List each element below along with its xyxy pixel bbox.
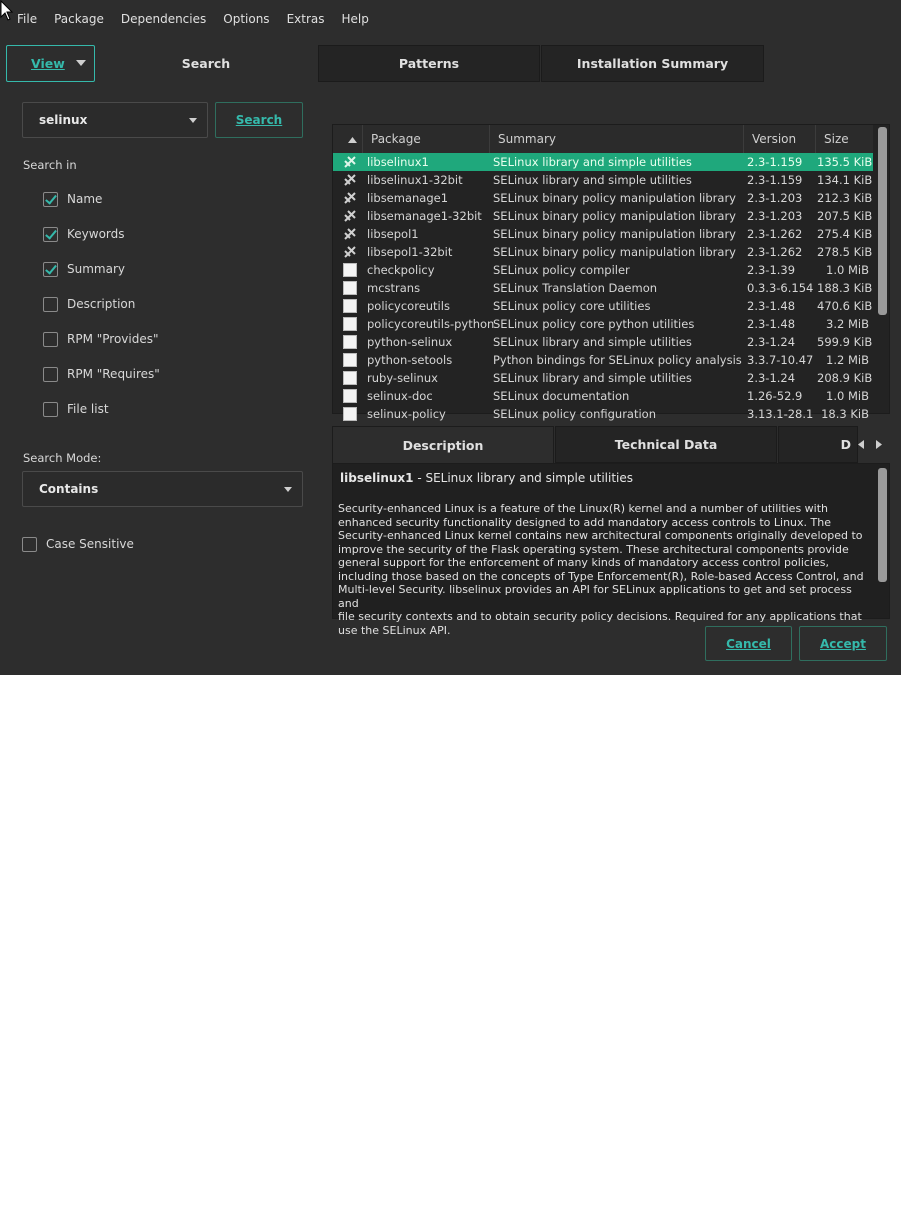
- cell-summary: SELinux binary policy manipulation library: [493, 191, 736, 205]
- cell-version: 3.3.7-10.47: [747, 353, 814, 367]
- description-summary: - SELinux library and simple utilities: [413, 471, 634, 485]
- description-line: Security-enhanced Linux is a feature of the Linux(R) kernel and a number of utilities with: [338, 502, 829, 515]
- cell-summary: SELinux binary policy manipulation library: [493, 245, 736, 259]
- description-line: including those based on the concepts of Type Enforcement(R), Role-based Access Control, and: [338, 569, 864, 583]
- cell-summary: SELinux policy compiler: [493, 263, 630, 277]
- not-installed-status-icon[interactable]: [343, 389, 357, 403]
- cell-package: python-setools: [367, 353, 453, 367]
- column-header-version[interactable]: Version: [744, 125, 816, 153]
- accept-button-label: Accept: [820, 636, 866, 651]
- search-option-label: File list: [67, 402, 109, 416]
- search-in-label: Search in: [23, 158, 77, 172]
- table-row[interactable]: [333, 261, 873, 279]
- checkbox-box[interactable]: [43, 297, 58, 312]
- table-row[interactable]: [333, 369, 873, 387]
- menu-dependencies[interactable]: Dependencies: [120, 12, 207, 26]
- case-sensitive-label: Case Sensitive: [46, 537, 134, 551]
- table-row[interactable]: [333, 189, 873, 207]
- table-row[interactable]: [333, 279, 873, 297]
- cell-version: 2.3-1.24: [747, 335, 796, 349]
- checkbox-box[interactable]: [43, 332, 58, 347]
- description-line: use the SELinux API.: [338, 623, 451, 637]
- installed-status-icon[interactable]: [343, 191, 357, 205]
- not-installed-status-icon[interactable]: [343, 317, 357, 331]
- cell-version: 2.3-1.262: [747, 245, 803, 259]
- search-mode-value: Contains: [39, 482, 99, 496]
- search-option-checkbox[interactable]: [43, 190, 102, 208]
- tab-technical-data[interactable]: [555, 426, 777, 463]
- chevron-down-icon: [284, 487, 292, 492]
- cell-size: 208.9 KiB: [817, 371, 873, 385]
- search-option-label: Description: [67, 297, 136, 311]
- cell-size: 135.5 KiB: [817, 155, 873, 169]
- not-installed-status-icon[interactable]: [343, 299, 357, 313]
- cell-package: libsemanage1: [367, 191, 449, 205]
- description-body: [338, 502, 873, 637]
- tab-patterns[interactable]: [318, 45, 540, 82]
- table-row[interactable]: [333, 153, 873, 171]
- installed-status-icon[interactable]: [343, 155, 357, 169]
- cell-summary: Python bindings for SELinux policy analysis: [493, 353, 742, 367]
- cell-size: 18.3 KiB: [821, 407, 869, 421]
- search-option-label: Keywords: [67, 227, 125, 241]
- search-option-checkbox[interactable]: [43, 400, 109, 418]
- search-option-label: RPM "Provides": [67, 332, 159, 346]
- cell-version: 2.3-1.48: [747, 299, 796, 313]
- cell-version: 2.3-1.24: [747, 371, 796, 385]
- search-option-checkbox[interactable]: [43, 260, 125, 278]
- cell-package: python-selinux: [367, 335, 453, 349]
- not-installed-status-icon[interactable]: [343, 407, 357, 421]
- cell-summary: SELinux documentation: [493, 389, 630, 403]
- cell-size: 599.9 KiB: [817, 335, 873, 349]
- cell-size: 278.5 KiB: [817, 245, 873, 259]
- description-panel: [332, 463, 890, 637]
- search-input[interactable]: [22, 102, 208, 138]
- menu-bar: [17, 12, 386, 30]
- table-scrollbar[interactable]: [878, 127, 887, 315]
- cell-package: libselinux1: [367, 155, 429, 169]
- tab-search-label: Search: [181, 56, 231, 71]
- tab-technical-data-label: Technical Data: [614, 437, 718, 452]
- cell-package: libsepol1-32bit: [367, 245, 453, 259]
- checkbox-checked[interactable]: [43, 227, 58, 242]
- tab-description[interactable]: [332, 426, 554, 463]
- chevron-left-icon: [858, 440, 864, 449]
- cell-summary: SELinux policy configuration: [493, 407, 656, 421]
- installed-status-icon[interactable]: [343, 209, 357, 223]
- cell-package: selinux-doc: [367, 389, 433, 403]
- not-installed-status-icon[interactable]: [343, 263, 357, 277]
- sort-status-column[interactable]: [333, 125, 363, 153]
- cell-package: ruby-selinux: [367, 371, 438, 385]
- cell-size: 275.4 KiB: [817, 227, 873, 241]
- tab-description-label: Description: [402, 437, 484, 453]
- search-option-label: Name: [67, 192, 103, 206]
- sort-up-icon: [348, 137, 357, 143]
- description-scrollbar[interactable]: [878, 468, 887, 582]
- table-header: [333, 125, 873, 154]
- column-header-size[interactable]: Size: [824, 132, 849, 146]
- table-row[interactable]: [333, 351, 873, 369]
- cell-size: 470.6 KiB: [817, 299, 873, 313]
- checkbox-box[interactable]: [43, 367, 58, 382]
- installed-status-icon[interactable]: [343, 245, 357, 259]
- view-button[interactable]: [6, 45, 95, 82]
- accept-button[interactable]: [799, 626, 887, 661]
- search-option-label: Summary: [67, 262, 125, 276]
- table-row[interactable]: [333, 225, 873, 243]
- cell-summary: SELinux library and simple utilities: [493, 155, 692, 169]
- not-installed-status-icon[interactable]: [343, 371, 357, 385]
- not-installed-status-icon[interactable]: [343, 281, 357, 295]
- tab-dependencies-label: D: [840, 437, 851, 452]
- cell-summary: SELinux library and simple utilities: [493, 371, 692, 385]
- tab-scroll-left-button[interactable]: [852, 426, 870, 463]
- package-table: [332, 124, 890, 421]
- cancel-button[interactable]: [705, 626, 792, 661]
- installed-status-icon[interactable]: [343, 173, 357, 187]
- not-installed-status-icon[interactable]: [343, 353, 357, 367]
- cell-size: 212.3 KiB: [817, 191, 873, 205]
- table-row[interactable]: [333, 207, 873, 225]
- cell-version: 2.3-1.39: [747, 263, 796, 277]
- cell-summary: SELinux library and simple utilities: [493, 173, 692, 187]
- cell-version: 0.3.3-6.154: [747, 281, 814, 295]
- cell-version: 1.26-52.9: [747, 389, 803, 403]
- installed-status-icon[interactable]: [343, 227, 357, 241]
- checkbox-checked[interactable]: [43, 192, 58, 207]
- description-line: enhanced security functionality designed to add mandatory access controls to Linux. The: [338, 515, 831, 529]
- search-mode-label: Search Mode:: [23, 451, 102, 465]
- cell-size: 1.2 MiB: [826, 353, 869, 367]
- search-mode-select[interactable]: [22, 471, 303, 507]
- description-line: improve the security of the Flask operating system. These architectural components provide: [338, 542, 849, 556]
- column-header-summary[interactable]: Summary: [490, 125, 744, 153]
- cell-version: 2.3-1.159: [747, 155, 803, 169]
- table-row[interactable]: [333, 333, 873, 351]
- checkbox-box[interactable]: [43, 402, 58, 417]
- cell-package: mcstrans: [367, 281, 421, 295]
- mouse-pointer-icon: [0, 0, 14, 22]
- tab-dependencies[interactable]: [778, 426, 858, 463]
- search-option-checkbox[interactable]: [43, 225, 125, 243]
- tab-installation-summary[interactable]: [541, 45, 764, 82]
- table-row[interactable]: [333, 405, 873, 423]
- cell-version: 2.3-1.159: [747, 173, 803, 187]
- cell-summary: SELinux binary policy manipulation library: [493, 227, 736, 241]
- description-line: general support for the enforcement of many kinds of mandatory access control policies,: [338, 556, 829, 569]
- cell-version: 2.3-1.203: [747, 209, 803, 223]
- cell-size: 207.5 KiB: [817, 209, 873, 223]
- chevron-down-icon: [76, 60, 86, 66]
- cell-summary: SELinux policy core python utilities: [493, 317, 695, 331]
- not-installed-status-icon[interactable]: [343, 335, 357, 349]
- tab-installation-summary-label: Installation Summary: [576, 56, 729, 71]
- cell-package: selinux-policy: [367, 407, 446, 421]
- cell-size: 3.2 MiB: [826, 317, 869, 331]
- search-button-label: Search: [235, 113, 283, 127]
- chevron-down-icon[interactable]: [189, 118, 197, 123]
- chevron-right-icon: [876, 440, 882, 449]
- tab-search[interactable]: [95, 45, 317, 82]
- cell-version: 2.3-1.48: [747, 317, 796, 331]
- table-row[interactable]: [333, 171, 873, 189]
- description-line: Multi-level Security. libselinux provides an API for SELinux applications to get and set process and: [338, 583, 852, 610]
- cancel-button-label: Cancel: [726, 636, 771, 651]
- menu-options[interactable]: Options: [223, 12, 270, 26]
- search-option-checkbox[interactable]: [43, 365, 160, 383]
- cell-summary: SELinux policy core utilities: [493, 299, 651, 313]
- search-option-checkbox[interactable]: [43, 330, 159, 348]
- cell-summary: SELinux library and simple utilities: [493, 335, 692, 349]
- column-header-package[interactable]: Package: [363, 125, 490, 153]
- cell-summary: SELinux Translation Daemon: [493, 281, 658, 295]
- case-sensitive-checkbox[interactable]: [22, 535, 134, 553]
- search-query-text: selinux: [39, 113, 88, 127]
- tab-scroll-right-button[interactable]: [870, 426, 888, 463]
- search-option-checkbox[interactable]: [43, 295, 135, 313]
- table-row[interactable]: [333, 297, 873, 315]
- table-row[interactable]: [333, 243, 873, 261]
- cell-version: 2.3-1.262: [747, 227, 803, 241]
- cell-size: 188.3 KiB: [817, 281, 873, 295]
- description-title: [340, 471, 633, 485]
- cell-package: libselinux1-32bit: [367, 173, 463, 187]
- checkbox-checked[interactable]: [43, 262, 58, 277]
- cell-package: policycoreutils: [367, 299, 450, 313]
- table-row[interactable]: [333, 315, 873, 333]
- menu-help[interactable]: Help: [341, 12, 369, 26]
- menu-file[interactable]: File: [17, 12, 38, 26]
- cell-size: 1.0 MiB: [826, 263, 869, 277]
- description-package-name: libselinux1: [340, 471, 414, 485]
- cell-package: checkpolicy: [367, 263, 435, 277]
- menu-extras[interactable]: Extras: [286, 12, 325, 26]
- cell-size: 1.0 MiB: [826, 389, 869, 403]
- checkbox-box[interactable]: [22, 537, 37, 552]
- search-button[interactable]: [215, 102, 303, 138]
- cell-version: 3.13.1-28.1: [747, 407, 814, 421]
- cell-summary: SELinux binary policy manipulation library: [493, 209, 736, 223]
- tab-patterns-label: Patterns: [398, 56, 460, 71]
- cell-package: libsepol1: [367, 227, 419, 241]
- cell-size: 134.1 KiB: [817, 173, 873, 187]
- cell-version: 2.3-1.203: [747, 191, 803, 205]
- menu-package[interactable]: Package: [54, 12, 104, 26]
- table-row[interactable]: [333, 387, 873, 405]
- view-button-label: View: [31, 56, 65, 71]
- cell-package: libsemanage1-32bit: [367, 209, 482, 223]
- description-line: file security contexts and to obtain security policy decisions. Required for any applications that: [338, 610, 862, 623]
- description-line: Security-enhanced Linux kernel contains new architectural components originally developed to: [338, 529, 863, 542]
- search-option-label: RPM "Requires": [67, 367, 160, 381]
- cell-package: policycoreutils-python: [367, 317, 495, 331]
